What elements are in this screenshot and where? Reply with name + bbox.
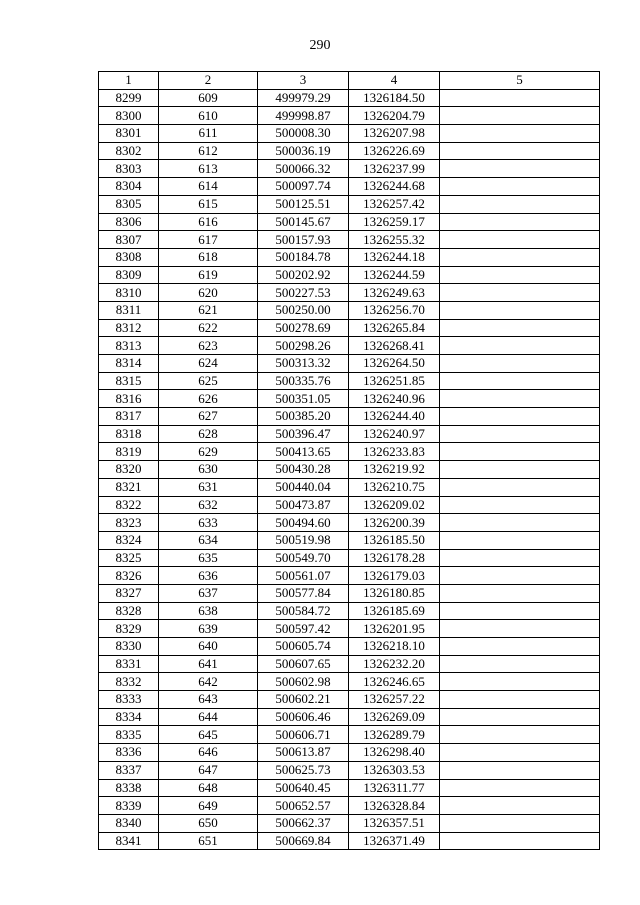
table-cell-col-5 <box>440 284 600 302</box>
table-cell-col-4: 1326244.40 <box>349 408 440 426</box>
table-cell-col-3: 500519.98 <box>258 531 349 549</box>
table-cell-col-4: 1326178.28 <box>349 549 440 567</box>
table-cell-col-2: 642 <box>159 673 258 691</box>
table-row <box>99 496 600 514</box>
table-cell-col-3: 500202.92 <box>258 266 349 284</box>
table-row <box>99 478 600 496</box>
table-row <box>99 638 600 656</box>
table-cell-col-4: 1326244.59 <box>349 266 440 284</box>
table-cell-col-1: 8305 <box>99 195 159 213</box>
table-cell-col-3: 500494.60 <box>258 514 349 532</box>
table-cell-col-2: 643 <box>159 691 258 709</box>
table-cell-col-3: 500184.78 <box>258 248 349 266</box>
table-cell-col-2: 638 <box>159 602 258 620</box>
table-cell-col-3: 500227.53 <box>258 284 349 302</box>
table-cell-col-2: 648 <box>159 779 258 797</box>
table-cell-col-5 <box>440 514 600 532</box>
table-cell-col-1: 8308 <box>99 248 159 266</box>
table-cell-col-3: 500250.00 <box>258 301 349 319</box>
table-cell-col-2: 625 <box>159 372 258 390</box>
table-cell-col-5 <box>440 355 600 373</box>
table-row <box>99 461 600 479</box>
table-cell-col-5 <box>440 691 600 709</box>
table-cell-col-5 <box>440 372 600 390</box>
table-cell-col-2: 624 <box>159 355 258 373</box>
table-cell-col-2: 634 <box>159 531 258 549</box>
table-row <box>99 726 600 744</box>
table-cell-col-1: 8301 <box>99 125 159 143</box>
table-cell-col-2: 645 <box>159 726 258 744</box>
table-cell-col-4: 1326233.83 <box>349 443 440 461</box>
table-cell-col-4: 1326269.09 <box>349 708 440 726</box>
table-cell-col-1: 8307 <box>99 231 159 249</box>
table-row <box>99 266 600 284</box>
table-cell-col-4: 1326357.51 <box>349 814 440 832</box>
table-cell-col-5 <box>440 443 600 461</box>
table-cell-col-3: 500430.28 <box>258 461 349 479</box>
table-cell-col-4: 1326200.39 <box>349 514 440 532</box>
table-row <box>99 372 600 390</box>
table-cell-col-3: 500440.04 <box>258 478 349 496</box>
table-cell-col-4: 1326218.10 <box>349 638 440 656</box>
table-cell-col-5 <box>440 125 600 143</box>
table-cell-col-1: 8336 <box>99 744 159 762</box>
table-cell-col-5 <box>440 814 600 832</box>
table-cell-col-2: 617 <box>159 231 258 249</box>
table-cell-col-3: 500613.87 <box>258 744 349 762</box>
table-row <box>99 620 600 638</box>
table-cell-col-1: 8333 <box>99 691 159 709</box>
table-cell-col-3: 500669.84 <box>258 832 349 850</box>
table-cell-col-5 <box>440 531 600 549</box>
table-cell-col-4: 1326180.85 <box>349 584 440 602</box>
table-cell-col-2: 627 <box>159 408 258 426</box>
table-cell-col-1: 8325 <box>99 549 159 567</box>
table-cell-col-5 <box>440 408 600 426</box>
table-cell-col-5 <box>440 655 600 673</box>
table-cell-col-4: 1326289.79 <box>349 726 440 744</box>
table-cell-col-4: 1326226.69 <box>349 142 440 160</box>
column-header-4: 4 <box>349 72 440 90</box>
table-body <box>99 89 600 850</box>
table-cell-col-5 <box>440 195 600 213</box>
table-cell-col-4: 1326311.77 <box>349 779 440 797</box>
table-cell-col-1: 8306 <box>99 213 159 231</box>
table-cell-col-2: 611 <box>159 125 258 143</box>
table-row <box>99 443 600 461</box>
table-cell-col-4: 1326210.75 <box>349 478 440 496</box>
table-cell-col-2: 630 <box>159 461 258 479</box>
table-cell-col-2: 633 <box>159 514 258 532</box>
table-cell-col-5 <box>440 461 600 479</box>
table-cell-col-1: 8334 <box>99 708 159 726</box>
table-cell-col-2: 647 <box>159 761 258 779</box>
table-cell-col-2: 637 <box>159 584 258 602</box>
table-cell-col-1: 8312 <box>99 319 159 337</box>
table-cell-col-4: 1326246.65 <box>349 673 440 691</box>
table-cell-col-1: 8318 <box>99 425 159 443</box>
table-cell-col-1: 8337 <box>99 761 159 779</box>
table-cell-col-3: 500298.26 <box>258 337 349 355</box>
table-cell-col-5 <box>440 726 600 744</box>
table-cell-col-3: 500413.65 <box>258 443 349 461</box>
table-cell-col-1: 8330 <box>99 638 159 656</box>
table-cell-col-3: 500036.19 <box>258 142 349 160</box>
table-row <box>99 390 600 408</box>
table-cell-col-2: 623 <box>159 337 258 355</box>
table-cell-col-5 <box>440 142 600 160</box>
table-cell-col-5 <box>440 779 600 797</box>
table-row <box>99 602 600 620</box>
table-cell-col-3: 500008.30 <box>258 125 349 143</box>
table-cell-col-5 <box>440 231 600 249</box>
table-cell-col-1: 8327 <box>99 584 159 602</box>
table-cell-col-2: 636 <box>159 567 258 585</box>
table-cell-col-4: 1326232.20 <box>349 655 440 673</box>
table-cell-col-1: 8310 <box>99 284 159 302</box>
column-header-3: 3 <box>258 72 349 90</box>
table-cell-col-2: 639 <box>159 620 258 638</box>
table-cell-col-4: 1326240.97 <box>349 425 440 443</box>
table-cell-col-2: 632 <box>159 496 258 514</box>
table-cell-col-4: 1326185.69 <box>349 602 440 620</box>
table-row <box>99 797 600 815</box>
table-cell-col-3: 500313.32 <box>258 355 349 373</box>
table-row <box>99 248 600 266</box>
table-cell-col-5 <box>440 708 600 726</box>
table-cell-col-2: 635 <box>159 549 258 567</box>
table-cell-col-5 <box>440 178 600 196</box>
table-cell-col-4: 1326268.41 <box>349 337 440 355</box>
table-cell-col-4: 1326219.92 <box>349 461 440 479</box>
table-cell-col-4: 1326179.03 <box>349 567 440 585</box>
table-cell-col-3: 500584.72 <box>258 602 349 620</box>
table-cell-col-3: 500157.93 <box>258 231 349 249</box>
table-cell-col-1: 8304 <box>99 178 159 196</box>
table-row <box>99 319 600 337</box>
table-row <box>99 761 600 779</box>
table-cell-col-2: 622 <box>159 319 258 337</box>
table-cell-col-3: 500385.20 <box>258 408 349 426</box>
table-cell-col-4: 1326209.02 <box>349 496 440 514</box>
table-cell-col-5 <box>440 832 600 850</box>
table-cell-col-4: 1326303.53 <box>349 761 440 779</box>
table-cell-col-3: 500602.98 <box>258 673 349 691</box>
table-cell-col-1: 8299 <box>99 89 159 107</box>
table-cell-col-5 <box>440 744 600 762</box>
table-row <box>99 832 600 850</box>
page-number: 290 <box>309 38 331 53</box>
table-cell-col-1: 8320 <box>99 461 159 479</box>
table-row <box>99 708 600 726</box>
table-cell-col-4: 1326249.63 <box>349 284 440 302</box>
table-cell-col-2: 621 <box>159 301 258 319</box>
table-row <box>99 567 600 585</box>
table-cell-col-1: 8311 <box>99 301 159 319</box>
table-cell-col-3: 500335.76 <box>258 372 349 390</box>
table-cell-col-2: 613 <box>159 160 258 178</box>
table-cell-col-2: 620 <box>159 284 258 302</box>
table-cell-col-2: 644 <box>159 708 258 726</box>
table-cell-col-1: 8316 <box>99 390 159 408</box>
table-cell-col-4: 1326201.95 <box>349 620 440 638</box>
table-cell-col-5 <box>440 549 600 567</box>
table-cell-col-4: 1326240.96 <box>349 390 440 408</box>
table-row <box>99 691 600 709</box>
table-cell-col-5 <box>440 337 600 355</box>
table-cell-col-5 <box>440 319 600 337</box>
table-cell-col-5 <box>440 213 600 231</box>
table-row <box>99 814 600 832</box>
table-cell-col-3: 500605.74 <box>258 638 349 656</box>
table-row <box>99 142 600 160</box>
table-cell-col-1: 8323 <box>99 514 159 532</box>
table-row <box>99 178 600 196</box>
table-cell-col-3: 500396.47 <box>258 425 349 443</box>
table-cell-col-1: 8319 <box>99 443 159 461</box>
table-row <box>99 408 600 426</box>
table-cell-col-3: 500145.67 <box>258 213 349 231</box>
table-cell-col-4: 1326184.50 <box>349 89 440 107</box>
table-cell-col-5 <box>440 89 600 107</box>
table-cell-col-3: 500625.73 <box>258 761 349 779</box>
table-cell-col-3: 500597.42 <box>258 620 349 638</box>
table-cell-col-3: 500606.46 <box>258 708 349 726</box>
table-cell-col-4: 1326265.84 <box>349 319 440 337</box>
table-cell-col-3: 499998.87 <box>258 107 349 125</box>
table-row <box>99 355 600 373</box>
table-cell-col-4: 1326257.42 <box>349 195 440 213</box>
table-cell-col-4: 1326328.84 <box>349 797 440 815</box>
table-cell-col-5 <box>440 761 600 779</box>
table-cell-col-1: 8332 <box>99 673 159 691</box>
table-cell-col-1: 8315 <box>99 372 159 390</box>
table-cell-col-1: 8324 <box>99 531 159 549</box>
table-row <box>99 213 600 231</box>
coordinates-table <box>98 71 600 850</box>
table-cell-col-3: 500278.69 <box>258 319 349 337</box>
table-cell-col-5 <box>440 266 600 284</box>
table-row <box>99 160 600 178</box>
table-cell-col-3: 500652.57 <box>258 797 349 815</box>
table-row <box>99 231 600 249</box>
table-cell-col-2: 618 <box>159 248 258 266</box>
table-cell-col-3: 500640.45 <box>258 779 349 797</box>
table-cell-col-2: 615 <box>159 195 258 213</box>
table-cell-col-5 <box>440 301 600 319</box>
table-cell-col-3: 500125.51 <box>258 195 349 213</box>
table-cell-col-4: 1326251.85 <box>349 372 440 390</box>
table-cell-col-4: 1326204.79 <box>349 107 440 125</box>
table-row <box>99 425 600 443</box>
table-row <box>99 673 600 691</box>
table-row <box>99 195 600 213</box>
table-cell-col-1: 8303 <box>99 160 159 178</box>
table-cell-col-4: 1326256.70 <box>349 301 440 319</box>
table-cell-col-2: 650 <box>159 814 258 832</box>
table-row <box>99 584 600 602</box>
table-cell-col-4: 1326244.68 <box>349 178 440 196</box>
table-cell-col-1: 8340 <box>99 814 159 832</box>
table-row <box>99 89 600 107</box>
column-header-1: 1 <box>99 72 159 90</box>
table-cell-col-2: 619 <box>159 266 258 284</box>
table-cell-col-4: 1326371.49 <box>349 832 440 850</box>
table-cell-col-1: 8328 <box>99 602 159 620</box>
table-cell-col-2: 626 <box>159 390 258 408</box>
table-cell-col-2: 631 <box>159 478 258 496</box>
table-cell-col-2: 628 <box>159 425 258 443</box>
table-cell-col-5 <box>440 602 600 620</box>
table-cell-col-2: 629 <box>159 443 258 461</box>
table-row <box>99 531 600 549</box>
table-cell-col-4: 1326244.18 <box>349 248 440 266</box>
table-cell-col-1: 8338 <box>99 779 159 797</box>
table-cell-col-3: 500066.32 <box>258 160 349 178</box>
table-cell-col-5 <box>440 567 600 585</box>
table-cell-col-1: 8335 <box>99 726 159 744</box>
table-row <box>99 779 600 797</box>
table-cell-col-4: 1326207.98 <box>349 125 440 143</box>
table-cell-col-4: 1326237.99 <box>349 160 440 178</box>
table-cell-col-3: 500097.74 <box>258 178 349 196</box>
table-cell-col-3: 500602.21 <box>258 691 349 709</box>
table-cell-col-3: 500561.07 <box>258 567 349 585</box>
table-cell-col-2: 609 <box>159 89 258 107</box>
table-cell-col-5 <box>440 584 600 602</box>
table-cell-col-1: 8329 <box>99 620 159 638</box>
table-cell-col-1: 8321 <box>99 478 159 496</box>
table-cell-col-1: 8300 <box>99 107 159 125</box>
table-row <box>99 514 600 532</box>
table-row <box>99 337 600 355</box>
table-cell-col-1: 8313 <box>99 337 159 355</box>
table-row <box>99 125 600 143</box>
table-cell-col-4: 1326298.40 <box>349 744 440 762</box>
table-cell-col-1: 8317 <box>99 408 159 426</box>
table-row <box>99 284 600 302</box>
table-cell-col-4: 1326185.50 <box>349 531 440 549</box>
table-cell-col-5 <box>440 160 600 178</box>
table-cell-col-4: 1326264.50 <box>349 355 440 373</box>
table-cell-col-2: 651 <box>159 832 258 850</box>
table-cell-col-2: 641 <box>159 655 258 673</box>
column-header-5: 5 <box>440 72 600 90</box>
table-cell-col-5 <box>440 673 600 691</box>
table-cell-col-5 <box>440 478 600 496</box>
table-header-row <box>99 72 600 90</box>
table-cell-col-5 <box>440 390 600 408</box>
table-cell-col-2: 612 <box>159 142 258 160</box>
table-cell-col-2: 649 <box>159 797 258 815</box>
table-cell-col-3: 500662.37 <box>258 814 349 832</box>
table-cell-col-2: 610 <box>159 107 258 125</box>
table-cell-col-4: 1326259.17 <box>349 213 440 231</box>
table-cell-col-1: 8302 <box>99 142 159 160</box>
table-cell-col-3: 500607.65 <box>258 655 349 673</box>
column-header-2: 2 <box>159 72 258 90</box>
table-cell-col-5 <box>440 496 600 514</box>
table-cell-col-1: 8339 <box>99 797 159 815</box>
table-cell-col-1: 8322 <box>99 496 159 514</box>
table-cell-col-3: 499979.29 <box>258 89 349 107</box>
table-cell-col-1: 8341 <box>99 832 159 850</box>
table-cell-col-5 <box>440 797 600 815</box>
table-cell-col-5 <box>440 620 600 638</box>
table-cell-col-2: 640 <box>159 638 258 656</box>
table-cell-col-1: 8326 <box>99 567 159 585</box>
table-cell-col-3: 500351.05 <box>258 390 349 408</box>
table-row <box>99 744 600 762</box>
table-cell-col-5 <box>440 638 600 656</box>
table-row <box>99 549 600 567</box>
table-cell-col-3: 500606.71 <box>258 726 349 744</box>
table-row <box>99 301 600 319</box>
table-row <box>99 655 600 673</box>
table-cell-col-3: 500549.70 <box>258 549 349 567</box>
table-cell-col-1: 8309 <box>99 266 159 284</box>
table-cell-col-3: 500577.84 <box>258 584 349 602</box>
table-cell-col-3: 500473.87 <box>258 496 349 514</box>
table-cell-col-2: 616 <box>159 213 258 231</box>
table-cell-col-2: 614 <box>159 178 258 196</box>
table-cell-col-5 <box>440 425 600 443</box>
table-cell-col-4: 1326257.22 <box>349 691 440 709</box>
table-cell-col-1: 8314 <box>99 355 159 373</box>
table-cell-col-1: 8331 <box>99 655 159 673</box>
table-cell-col-5 <box>440 248 600 266</box>
table-cell-col-4: 1326255.32 <box>349 231 440 249</box>
table-cell-col-5 <box>440 107 600 125</box>
table-cell-col-2: 646 <box>159 744 258 762</box>
table-row <box>99 107 600 125</box>
